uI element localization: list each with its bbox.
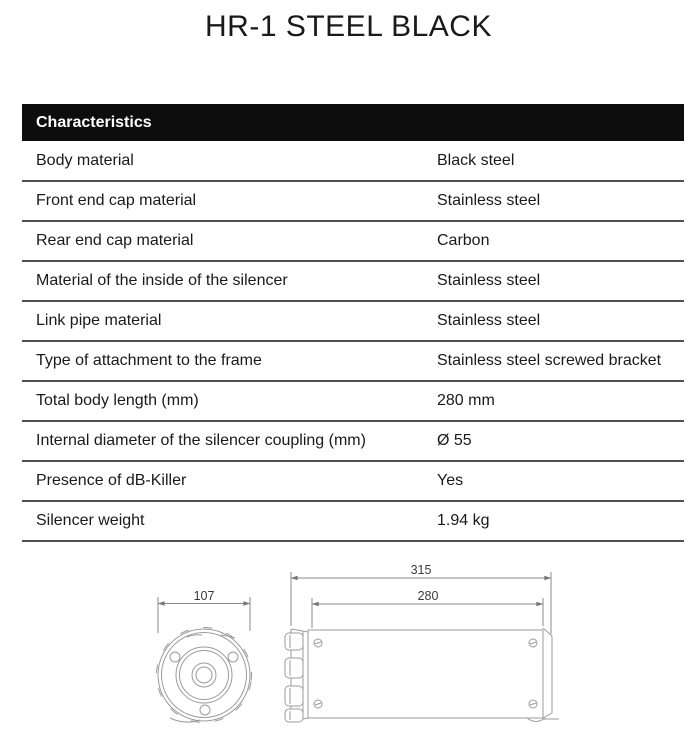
characteristics-rows: [22, 141, 684, 542]
table-row: [22, 182, 684, 222]
row-label: Total body length (mm): [36, 392, 199, 409]
row-value: 1.94 kg: [437, 512, 490, 529]
row-label: Link pipe material: [36, 312, 162, 329]
front-view: [150, 621, 257, 728]
table-row: [22, 502, 684, 542]
table-row: [22, 422, 684, 462]
row-value: Stainless steel: [437, 192, 541, 209]
spec-table: [22, 104, 684, 542]
overall-length-label: 315: [410, 563, 432, 577]
row-value: Stainless steel: [437, 312, 541, 329]
table-row: [22, 342, 684, 382]
row-label: Internal diameter of the silencer coupling (mm): [36, 432, 366, 449]
row-value: 280 mm: [437, 392, 495, 409]
row-label: Material of the inside of the silencer: [36, 272, 288, 289]
table-row: [22, 141, 684, 182]
technical-drawing: [140, 555, 570, 740]
table-row: [22, 262, 684, 302]
front-diameter-label: 107: [193, 589, 215, 603]
row-value: Stainless steel: [437, 272, 541, 289]
row-value: Stainless steel screwed bracket: [437, 352, 662, 369]
table-row: [22, 382, 684, 422]
table-row: [22, 302, 684, 342]
row-value: Carbon: [437, 232, 490, 249]
side-view: [285, 628, 559, 722]
row-label: Silencer weight: [36, 512, 145, 529]
row-label: Body material: [36, 151, 134, 169]
table-header: Characteristics: [22, 104, 684, 141]
silencer-dimension-drawing: [140, 555, 570, 740]
row-label: Front end cap material: [36, 192, 197, 209]
body-length-label: 280: [417, 589, 439, 603]
table-row: [22, 222, 684, 262]
row-value: Yes: [437, 472, 464, 489]
row-label: Type of attachment to the frame: [36, 352, 262, 369]
row-value: Black steel: [437, 151, 515, 169]
table-row: [22, 462, 684, 502]
row-label: Presence of dB-Killer: [36, 472, 187, 489]
dimension-lines: [158, 572, 551, 634]
row-value: Ø 55: [437, 432, 472, 449]
page-title: HR-1 STEEL BLACK: [205, 10, 492, 43]
dimension-labels: [194, 563, 439, 603]
row-label: Rear end cap material: [36, 232, 194, 249]
